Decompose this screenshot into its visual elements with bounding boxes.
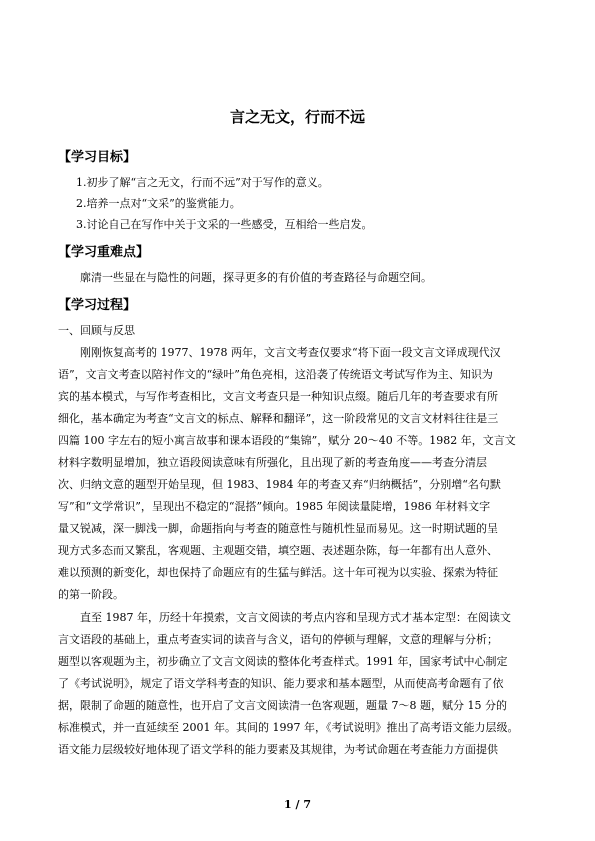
paragraph-line: 量又锐减，深一脚浅一脚，命题指向与考查的随意性与随机性显而易见。这一时期试题的呈 — [58, 522, 498, 535]
paragraph-line: 的第一阶段。 — [58, 588, 124, 601]
paragraph-line: 写”和“文学常识”，呈现出不稳定的“混搭”倾向。1985 年阅读量陡增，1986 年材料文字 — [58, 500, 491, 513]
document-title: 言之无文，行而不远 — [229, 108, 365, 126]
paragraph-line: 标准模式，并一直延续至 2001 年。其间的 1997 年，《考试说明》推出了高考语文能力层级。 — [58, 721, 519, 734]
paragraph-line: 题型以客观题为主，初步确立了文言文阅读的整体化考查样式。1991 年，国家考试中心制定 — [58, 655, 508, 668]
paragraph-line: 次、归纳文意的题型开始呈现，但 1983、1984 年的考查又弃“归纳概括”，分别增“名句默 — [58, 478, 501, 491]
key-points-text: 廓清一些显在与隐性的问题，探寻更多的有价值的考查路径与命题空间。 — [80, 271, 432, 284]
paragraph-line: 四篇 100 字左右的短小寓言故事和课本语段的“集锦”，赋分 20～40 不等。1982 年，文言文 — [58, 434, 516, 447]
objective-item-2: 2.培养一点对“文采”的鉴赏能力。 — [76, 197, 241, 210]
paragraph-line: 据，限制了命题的随意性，也开启了文言文阅读清一色客观题，题量 7～8 题，赋分 15 分的 — [58, 699, 507, 712]
objective-item-3: 3.讨论自己在写作中关于文采的一些感受，互相给一些启发。 — [76, 218, 373, 231]
paragraph-line: 语”，文言文考查以陪衬作文的“绿叶”角色亮相，这沿袭了传统语文考试写作为主、知识为 — [58, 368, 493, 381]
paragraph-line: 材料字数明显增加，独立语段阅读意味有所强化，且出现了新的考查角度——考查分清层 — [58, 456, 487, 469]
paragraph-line: 刚刚恢复高考的 1977、1978 两年，文言文考查仅要求“将下面一段文言文译成现代汉 — [80, 346, 501, 359]
process-subheading: 一、回顾与反思 — [58, 324, 135, 337]
objectives-heading: 【学习目标】 — [58, 150, 137, 165]
paragraph-line: 宾的基本模式，与写作考查相比，文言文考查只是一种知识点缀。随后几年的考查要求有所 — [58, 390, 498, 403]
paragraph-line: 难以预测的新变化，却也保持了命题应有的生猛与鲜活。这十年可视为以实验、探索为特征 — [58, 566, 498, 579]
page-number: 1 / 7 — [284, 798, 311, 811]
paragraph-line: 言文语段的基础上，重点考查实词的读音与含义，语句的停顿与理解，文意的理解与分析； — [58, 633, 498, 646]
paragraph-line: 了《考试说明》，规定了语文学科考查的知识、能力要求和基本题型，从而使高考命题有了依 — [58, 677, 504, 690]
paragraph-line: 直至 1987 年，历经十年摸索，文言文阅读的考点内容和呈现方式才基本定型：在阅读文 — [80, 611, 511, 624]
paragraph-line: 现方式多态而又繁乱，客观题、主观题交错，填空题、表述题杂陈，每一年都有出人意外、 — [58, 544, 498, 557]
process-heading: 【学习过程】 — [58, 298, 137, 313]
key-points-heading: 【学习重难点】 — [58, 245, 150, 260]
paragraph-line: 细化，基本确定为考查“文言文的标点、解释和翻译”，这一阶段常见的文言文材料往往是三 — [58, 412, 499, 425]
objective-item-1: 1.初步了解“言之无文，行而不远”对于写作的意义。 — [76, 176, 329, 189]
paragraph-line: 语文能力层级较好地体现了语文学科的能力要素及其规律，为考试命题在考查能力方面提供 — [58, 743, 498, 756]
